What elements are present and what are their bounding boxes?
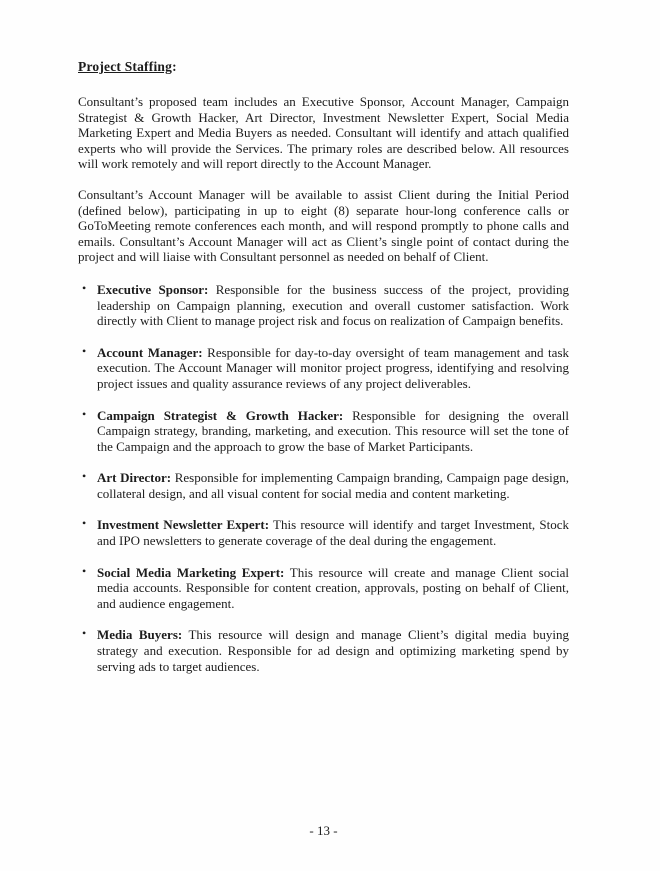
paragraph-account-manager-availability: Consultant’s Account Manager will be available to assist Client during the Initial Period (defined below), participating in up to eight (8) separate hour-long conference calls or GoToMeeting remote conferences each month, and will respond promptly to phone calls and emails. Consultant’s Account Manager will act as Client’s single point of contact during the project and will liaise with Consultant personnel as needed on behalf of Client. bbox=[78, 186, 569, 265]
role-label: Social Media Marketing Expert: bbox=[97, 564, 285, 580]
page-number: - 13 - bbox=[309, 823, 338, 838]
roles-list bbox=[78, 282, 569, 674]
list-item-media-buyers bbox=[78, 627, 569, 674]
role-label: Campaign Strategist & Growth Hacker: bbox=[97, 407, 344, 423]
role-label: Art Director: bbox=[97, 470, 172, 486]
section-heading-text: Project Staffing bbox=[78, 59, 173, 74]
list-item-investment-newsletter-expert bbox=[78, 517, 569, 548]
role-description: Responsible for the business success of the project, providing leadership on Campaign planning, execution and overall customer satisfaction. Work directly with Client to manage project risk and focus on realization of Campaign benefits. bbox=[97, 281, 569, 329]
bullet-icon: • bbox=[82, 563, 87, 578]
bullet-icon: • bbox=[82, 469, 87, 484]
role-label: Account Manager: bbox=[97, 344, 203, 360]
section-heading-colon: : bbox=[172, 59, 177, 74]
role-description: This resource will identify and target Investment, Stock and IPO newsletters to generate coverage of the deal during the engagement. bbox=[97, 517, 569, 549]
list-item-art-director bbox=[78, 470, 569, 501]
bullet-icon: • bbox=[82, 343, 87, 358]
role-label: Executive Sponsor: bbox=[97, 281, 209, 297]
page-content bbox=[78, 59, 569, 690]
role-label: Investment Newsletter Expert: bbox=[97, 517, 270, 533]
list-item-executive-sponsor bbox=[78, 282, 569, 329]
list-item-social-media-marketing-expert bbox=[78, 565, 569, 612]
role-description: Responsible for designing the overall Campaign strategy, branding, marketing, and execution. This resource will set the tone of the Campaign and the approach to grow the base of Market Participants. bbox=[97, 407, 569, 454]
bullet-icon: • bbox=[82, 406, 87, 421]
role-description: This resource will create and manage Client social media accounts. Responsible for content creation, approvals, posting on behalf of Client, and audience engagement. bbox=[97, 564, 569, 611]
list-item-campaign-strategist bbox=[78, 408, 569, 455]
bullet-icon: • bbox=[82, 516, 87, 531]
list-item-account-manager bbox=[78, 345, 569, 392]
bullet-icon: • bbox=[82, 280, 87, 295]
bullet-icon: • bbox=[82, 626, 87, 641]
role-description: Responsible for day-to-day oversight of team management and task execution. The Account Manager will monitor project progress, identifying and resolving project issues and quality assurance reviews of any project deliverables. bbox=[97, 344, 570, 391]
role-description: This resource will design and manage Client’s digital media buying strategy and execution. Responsible for ad design and optimizing marketing spend by serving ads to target audiences. bbox=[97, 627, 569, 674]
paragraph-team-overview: Consultant’s proposed team includes an Executive Sponsor, Account Manager, Campaign Strategist & Growth Hacker, Art Director, Investment Newsletter Expert, Social Media Marketing Expert and Media Buyers as needed. Consultant will identify and attach qualified experts who will provide the Services. The primary roles are described below. All resources will work remotely and will report directly to the Account Manager. bbox=[78, 94, 569, 172]
role-description: Responsible for implementing Campaign branding, Campaign page design, collateral design, and all visual content for social media and content marketing. bbox=[97, 470, 570, 501]
section-heading bbox=[78, 59, 569, 75]
role-label: Media Buyers: bbox=[97, 627, 183, 643]
